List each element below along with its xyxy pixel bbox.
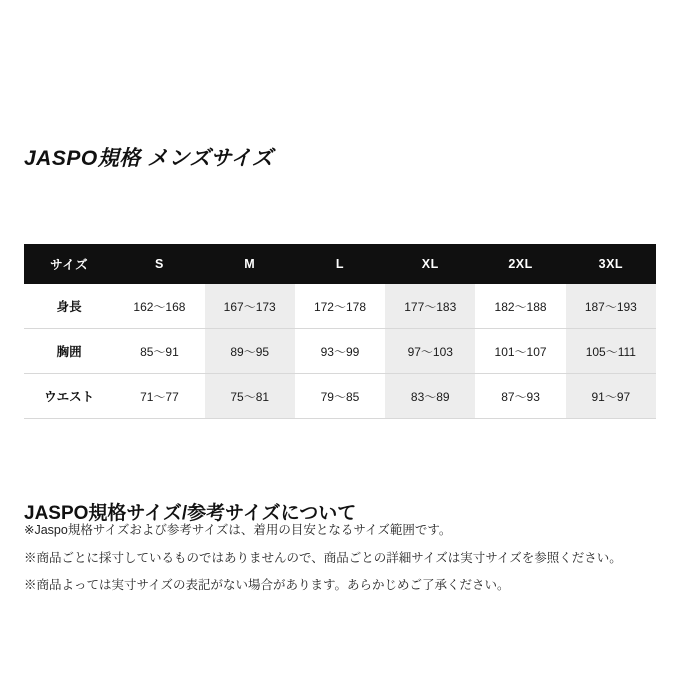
cell-waist-m: 75〜81 — [205, 374, 295, 419]
cell-chest-3xl: 105〜111 — [566, 329, 656, 374]
cell-waist-2xl: 87〜93 — [475, 374, 565, 419]
row-label-chest: 胸囲 — [24, 329, 114, 374]
note-line: ※商品よっては実寸サイズの表記がない場合があります。あらかじめご了承ください。 — [24, 578, 510, 593]
column-header-3xl: 3XL — [566, 244, 656, 284]
table-header-row — [24, 244, 656, 284]
cell-height-3xl: 187〜193 — [566, 284, 656, 329]
size-table-body — [24, 284, 656, 419]
cell-height-s: 162〜168 — [114, 284, 204, 329]
cell-height-m: 167〜173 — [205, 284, 295, 329]
cell-waist-s: 71〜77 — [114, 374, 204, 419]
column-header-xl: XL — [385, 244, 475, 284]
cell-waist-l: 79〜85 — [295, 374, 385, 419]
row-label-waist: ウエスト — [24, 374, 114, 419]
cell-waist-xl: 83〜89 — [385, 374, 475, 419]
cell-chest-xl: 97〜103 — [385, 329, 475, 374]
note-line: ※商品ごとに採寸しているものではありませんので、商品ごとの詳細サイズは実寸サイズを参照ください。 — [24, 550, 622, 565]
column-header-2xl: 2XL — [475, 244, 565, 284]
cell-chest-2xl: 101〜107 — [475, 329, 565, 374]
cell-waist-3xl: 91〜97 — [566, 374, 656, 419]
table-row — [24, 284, 656, 329]
cell-chest-s: 85〜91 — [114, 329, 204, 374]
row-label-height: 身長 — [24, 284, 114, 329]
column-header-l: L — [295, 244, 385, 284]
cell-chest-m: 89〜95 — [205, 329, 295, 374]
notes-title: JASPO規格サイズ/参考サイズについて — [24, 502, 357, 524]
cell-chest-l: 93〜99 — [295, 329, 385, 374]
page-title: JASPO規格 メンズサイズ — [24, 147, 274, 171]
column-header-m: M — [205, 244, 295, 284]
size-table — [24, 244, 656, 419]
size-table-header — [24, 244, 656, 284]
note-line: ※Jaspo規格サイズおよび参考サイズは、着用の目安となるサイズ範囲です。 — [24, 523, 452, 537]
table-row — [24, 329, 656, 374]
table-row — [24, 374, 656, 419]
cell-height-l: 172〜178 — [295, 284, 385, 329]
column-header-s: S — [114, 244, 204, 284]
notes-list — [24, 520, 664, 603]
cell-height-2xl: 182〜188 — [475, 284, 565, 329]
cell-height-xl: 177〜183 — [385, 284, 475, 329]
column-header-size: サイズ — [24, 244, 114, 284]
size-table-container — [24, 244, 656, 419]
